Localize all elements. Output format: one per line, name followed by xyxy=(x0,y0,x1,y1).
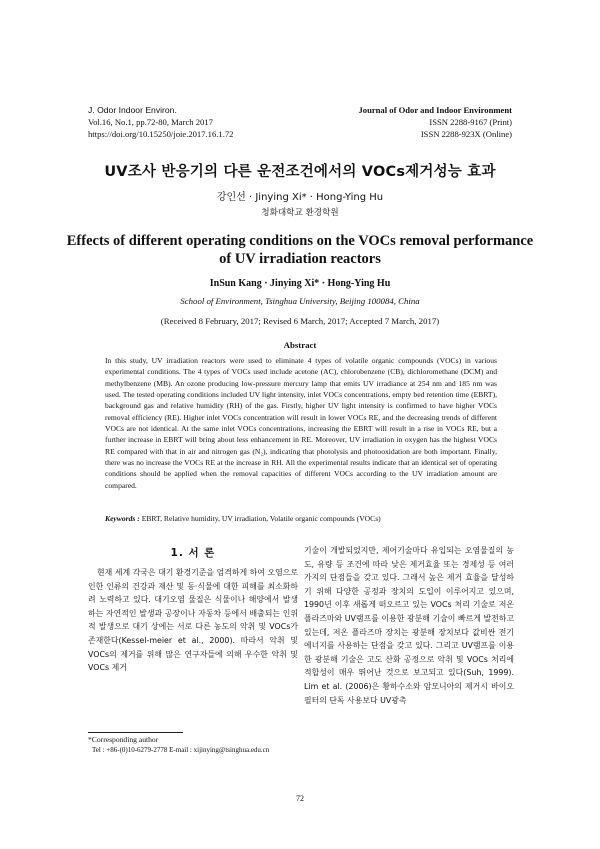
footnote-divider xyxy=(88,732,183,733)
english-title: Effects of different operating conditions on the VOCs removal performance of UV irradiation reactors xyxy=(66,233,534,267)
section-heading-introduction: 1. 서 론 xyxy=(170,547,216,559)
footnote xyxy=(88,735,269,755)
issn-online: ISSN 2288-923X (Online) xyxy=(420,129,512,139)
header-left xyxy=(88,104,233,140)
korean-title: UV조사 반응기의 다른 운전조건에서의 VOCs제거성능 효과 xyxy=(104,164,496,180)
body-column-right: 기술이 개발되었지만, 제어기술마다 유입되는 오염물질의 농도, 유량 등 조건에 따라 낮은 제거효율 또는 경제성 등 여러 가지의 단점들을 갖고 있다. 그래서 높은 제거 효율을 달성하기 위해 다양한 공정과 장치의 도입이 이루어지고 있으며, 1990년 이후 새롭게 떠오르고 있는 VOCs 처리 기술로 저온 플라즈마와 UV램프를 이용한 광분해 기술이 빠르게 발전하고 있는데, 저온 플라즈마 장치는 광분해 장치보다 값비싼 전기에너지를 사용하는 단점을 갖고 있다. 그리고 UV램프를 이용한 광분해 기술은 고도 산화 공정으로 악취 및 VOCs 처리에 적합성이 매우 뛰어난 것으로 보고되고 있다(Suh, 1999). Lim et al. (2006)은 황하수소와 암모니아의 제거시 바이오 필터의 단독 사용보다 UV광촉 xyxy=(304,546,514,705)
keywords-list: EBRT, Relative humidity, UV irradiation, Volatile organic compounds (VOCs) xyxy=(141,514,381,523)
corresponding-contact: Tel : +86-(0)10-6279-2778 E-mail : xijinying@tsinghua.edu.cn xyxy=(92,746,270,754)
journal-full-name: Journal of Odor and Indoor Environment xyxy=(358,105,512,115)
issn-print: ISSN 2288-9167 (Print) xyxy=(429,117,512,127)
volume-info: Vol.16, No.1, pp.72-80, March 2017 xyxy=(88,117,213,127)
abstract-heading: Abstract xyxy=(283,340,317,350)
header-right xyxy=(358,104,512,140)
english-affiliation: School of Environment, Tsinghua University, Beijing 100084, China xyxy=(180,296,420,306)
doi-link[interactable]: https://doi.org/10.15250/joie.2017.16.1.72 xyxy=(88,129,234,139)
korean-affiliation: 청화대학교 환경학원 xyxy=(261,208,339,218)
keywords xyxy=(105,514,497,523)
abstract-body: In this study, UV irradiation reactors were used to eliminate 4 types of volatile organic compounds (VOCs) in various experimental conditions. The 4 types of VOCs used include acetone (AC), chlorobenzene (CB), dichloromethane (DCM) and methylbenzene (MB). An ozone producing low-pressure mercury lamp that emits UV irradiance at 254 nm and 185 nm was used. The tested operating conditions included UV light intensity, inlet VOCs concentrations, empty bed retention time (EBRT), background gas and relative humidity (RH) of the gas. Firstly, higher UV light intensity is confirmed to have higher VOCs removal efficiency (RE). Higher inlet VOCs concentration will result in lower VOCs RE, and the decreasing trends of different VOCs are not identical. At the same inlet VOCs concentrations, increasing the EBRT will result in a rise in VOCs RE, but a further increase in EBRT will bring about less enhancement in RE. Moreover, UV irradiation in oxygen has the highest VOCs RE compared with that in air and nitrogen gas (N₂), indicating that photolysis and photooxidation are both important. Finally, there was no increase the VOCs RE at the increase in RH. All the experimental results indicate that an identical set of operating conditions should be applied when the removal capacities of different VOCs according to the UV irradiation amount are compared. xyxy=(105,356,497,490)
keywords-label: Keywords : xyxy=(105,514,140,523)
corresponding-author-label: *Corresponding author xyxy=(88,735,159,744)
korean-authors: 강인선 · Jinying Xi* · Hong-Ying Hu xyxy=(216,192,384,203)
received-dates: (Received 8 February, 2017; Revised 6 March, 2017; Accepted 7 March, 2017) xyxy=(160,316,440,326)
english-authors: InSun Kang · Jinying Xi* · Hong-Ying Hu xyxy=(209,278,391,289)
page-number: 72 xyxy=(296,794,304,803)
body-column-left: 현재 세계 각국은 대기 환경기준을 엄격하게 하여 오염으로 인한 인류의 건강과 재산 및 동·식물에 대한 피해를 최소화하려 노력하고 있다. 대기오염 물질은 식물이나 해양에서 발생하는 자연적인 발생과 공장이나 자동차 등에서 배출되는 인위적 발생으로 대기 상에는 서로 다른 농도의 악취 및 VOCs가 존재한다(Kessel-meier et al., 2000). 따라서 악취 및 VOCs의 제거를 위해 많은 연구자들에 의해 우수한 악취 및 VOCs 제거 xyxy=(88,568,298,673)
journal-short-name: J. Odor Indoor Environ. xyxy=(88,105,177,115)
